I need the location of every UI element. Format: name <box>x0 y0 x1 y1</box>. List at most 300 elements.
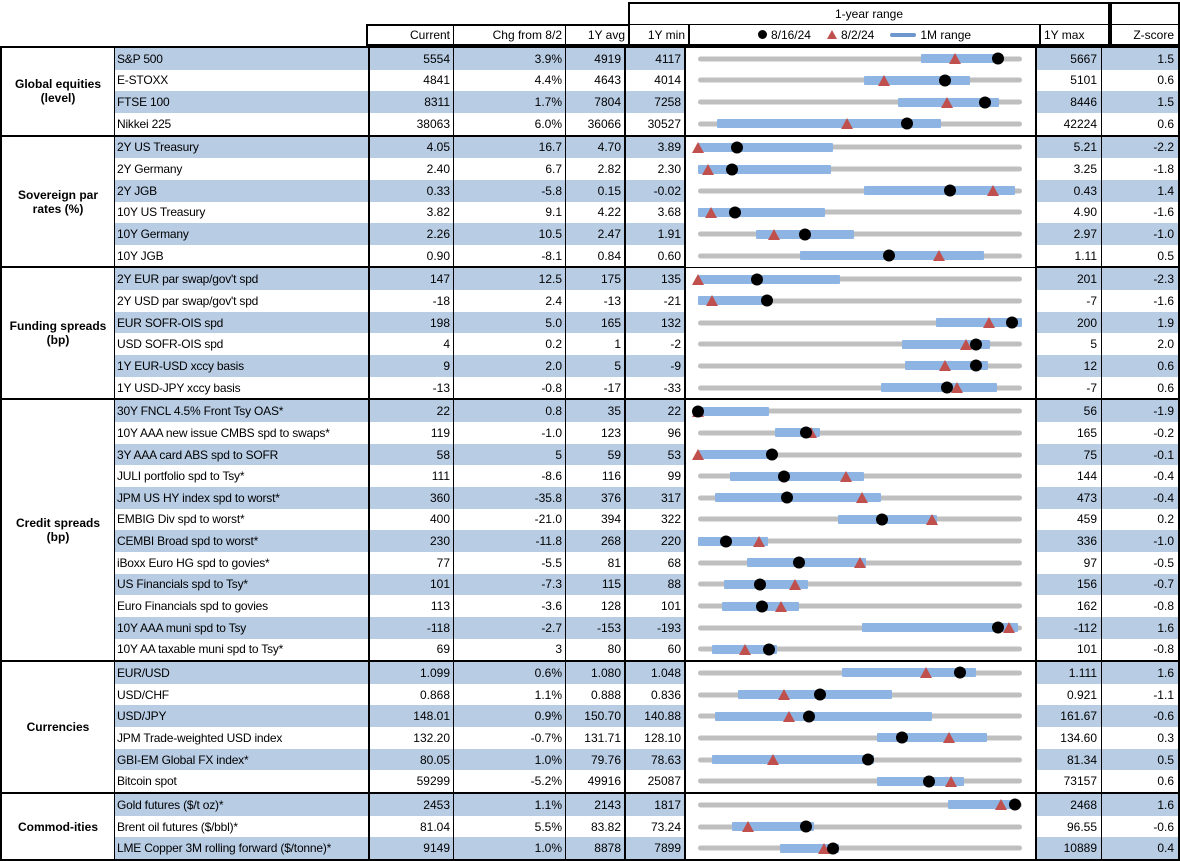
row-current-value: 111 <box>370 465 454 487</box>
group-rows <box>115 794 1178 859</box>
row-chg-value: 6.7 <box>454 158 566 180</box>
row-1y-max-value: 336 <box>1037 530 1102 552</box>
row-1y-max-value: 81.34 <box>1037 749 1102 771</box>
row-1y-max-value: 56 <box>1037 400 1102 422</box>
year-range-track <box>698 846 1022 851</box>
range-chart-cell <box>686 639 1037 661</box>
row-1y-min-value: 68 <box>626 552 686 574</box>
row-1y-max-value: 165 <box>1037 422 1102 444</box>
table-row <box>115 223 1178 245</box>
row-1y-max-value: -7 <box>1037 377 1102 399</box>
row-1y-max-value: 473 <box>1037 487 1102 509</box>
row-1y-avg-value: 79.76 <box>566 749 626 771</box>
row-name: Euro Financials spd to govies <box>115 595 370 617</box>
row-current-value: 2453 <box>370 794 454 816</box>
table-row <box>115 268 1178 290</box>
row-current-value: 8311 <box>370 91 454 113</box>
range-chart-cell <box>686 377 1037 399</box>
year-range-track <box>698 735 1022 740</box>
row-1y-min-value: 101 <box>626 595 686 617</box>
row-chg-value: 3 <box>454 639 566 661</box>
range-chart-cell <box>686 202 1037 224</box>
row-current-value: 0.33 <box>370 180 454 202</box>
aug16-dot-marker <box>923 775 935 787</box>
year-range-track <box>698 670 1022 675</box>
row-chg-value: -3.6 <box>454 595 566 617</box>
table-row <box>115 465 1178 487</box>
row-1y-avg-value: 131.71 <box>566 727 626 749</box>
row-name: 2Y Germany <box>115 158 370 180</box>
row-zscore-value: -0.2 <box>1153 425 1174 440</box>
aug2-triangle-marker <box>706 295 718 306</box>
row-chg-value: 3.9% <box>454 48 566 70</box>
month-range-bar <box>712 755 873 764</box>
month-range-bar <box>881 383 997 392</box>
year-range-track <box>698 78 1022 83</box>
row-1y-max-value: 134.60 <box>1037 727 1102 749</box>
aug2-triangle-marker <box>841 118 853 129</box>
table-row <box>115 705 1178 727</box>
row-1y-avg-value: 81 <box>566 552 626 574</box>
row-zscore-value: 0.5 <box>1102 749 1178 771</box>
table-row <box>115 180 1178 202</box>
aug2-triangle-marker <box>941 97 953 108</box>
group-rows <box>115 268 1178 398</box>
row-name: E-STOXX <box>115 70 370 92</box>
row-chg-value: 16.7 <box>454 137 566 159</box>
table-row <box>115 487 1178 509</box>
table-row <box>115 595 1178 617</box>
row-zscore-value: 0.6 <box>1157 380 1174 395</box>
row-zscore-value: -0.7 <box>1102 574 1178 596</box>
aug16-dot-marker <box>992 53 1004 65</box>
row-name: EUR/USD <box>115 662 370 684</box>
row-chg-value: 5 <box>454 444 566 466</box>
year-range-track <box>698 232 1022 237</box>
row-chg-value: 4.4% <box>454 70 566 92</box>
range-chart-cell <box>686 180 1037 202</box>
month-range-bar <box>747 558 865 567</box>
row-zscore-value: 1.9 <box>1102 312 1178 334</box>
year-range-track <box>698 560 1022 565</box>
row-zscore-value: -0.4 <box>1102 487 1178 509</box>
row-current-value: 69 <box>370 639 454 661</box>
row-zscore-value: -1.0 <box>1102 223 1178 245</box>
row-1y-avg-value: 1 <box>566 333 626 355</box>
row-1y-avg-value: 376 <box>566 487 626 509</box>
row-1y-max-value: 201 <box>1037 268 1102 290</box>
row-zscore-value: -1.8 <box>1153 162 1174 177</box>
group-rows <box>115 400 1178 660</box>
aug16-dot-marker <box>800 821 812 833</box>
range-title: 1-year range <box>630 4 1108 25</box>
year-range-track <box>698 253 1022 258</box>
table-row <box>115 639 1178 661</box>
row-chg-value: -7.3 <box>454 574 566 596</box>
aug16-dot-marker <box>883 250 895 262</box>
row-1y-max-value: 1.111 <box>1037 662 1102 684</box>
row-zscore-value: 0.3 <box>1157 730 1174 745</box>
row-current-value: 4841 <box>370 70 454 92</box>
table-row <box>115 617 1178 639</box>
row-chg-value: 9.1 <box>454 202 566 224</box>
aug16-dot-marker <box>726 163 738 175</box>
row-name: GBI-EM Global FX index* <box>115 749 370 771</box>
range-chart-cell <box>686 684 1037 706</box>
row-1y-avg-value: 4919 <box>566 48 626 70</box>
range-chart-cell <box>686 530 1037 552</box>
row-chg-value: 1.1% <box>454 794 566 816</box>
row-1y-avg-value: 123 <box>566 422 626 444</box>
row-name: USD/CHF <box>115 684 370 706</box>
row-name: USD SOFR-OIS spd <box>115 333 370 355</box>
year-range-track <box>698 604 1022 609</box>
range-chart-cell <box>686 816 1037 838</box>
legend-item-bar <box>890 28 971 42</box>
row-1y-avg-value: 59 <box>566 444 626 466</box>
row-name: 2Y USD par swap/gov't spd <box>115 290 370 312</box>
aug2-triangle-marker <box>995 799 1007 810</box>
aug16-dot-marker <box>751 273 763 285</box>
row-name: FTSE 100 <box>115 91 370 113</box>
row-chg-value: -35.8 <box>454 487 566 509</box>
row-current-value: 113 <box>370 595 454 617</box>
table-row <box>115 574 1178 596</box>
range-chart-cell <box>686 48 1037 70</box>
row-1y-min-value: 96 <box>626 422 686 444</box>
row-1y-min-value: 4014 <box>626 70 686 92</box>
table-row <box>115 684 1178 706</box>
aug16-dot-marker <box>939 74 951 86</box>
category-label: Funding spreads (bp) <box>2 268 115 398</box>
group-rows <box>115 662 1178 792</box>
row-current-value: 59299 <box>370 770 454 792</box>
range-chart-cell <box>686 595 1037 617</box>
range-chart-cell <box>686 662 1037 684</box>
aug16-dot-marker <box>1006 317 1018 329</box>
row-1y-max-value: -112 <box>1037 617 1102 639</box>
chart-legend <box>690 25 1041 44</box>
row-zscore-value: -0.4 <box>1153 469 1174 484</box>
range-chart-cell <box>686 837 1037 859</box>
row-1y-min-value: 1.048 <box>626 662 686 684</box>
row-1y-min-value: -21 <box>626 290 686 312</box>
category-group <box>2 792 1178 859</box>
stats-header <box>366 24 630 46</box>
row-name: JPM US HY index spd to worst* <box>115 487 370 509</box>
row-current-value: 132.20 <box>370 727 454 749</box>
legend-item-dot <box>758 28 811 42</box>
year-range-track <box>698 430 1022 435</box>
range-chart-cell <box>686 574 1037 596</box>
row-name: 3Y AAA card ABS spd to SOFR <box>115 444 370 466</box>
row-name: 2Y JGB <box>115 180 370 202</box>
table-row <box>115 749 1178 771</box>
column-header-zscore: Z-score <box>1133 27 1174 42</box>
row-chg-value: 0.2 <box>454 333 566 355</box>
row-chg-value: 0.9% <box>454 705 566 727</box>
zscore-header <box>1110 2 1180 46</box>
month-range-bar <box>715 712 932 721</box>
aug16-dot-marker <box>944 185 956 197</box>
row-1y-min-value: 53 <box>626 444 686 466</box>
year-range-track <box>698 692 1022 697</box>
row-1y-avg-value: 165 <box>566 312 626 334</box>
range-chart-cell <box>686 509 1037 531</box>
row-1y-max-value: 4.90 <box>1037 202 1102 224</box>
year-range-track <box>698 210 1022 215</box>
row-1y-min-value: 1817 <box>626 794 686 816</box>
row-zscore-value: 1.5 <box>1102 91 1178 113</box>
table-row <box>115 662 1178 684</box>
year-range-track <box>698 298 1022 303</box>
row-name: Brent oil futures ($/bbl)* <box>115 816 370 838</box>
range-chart-cell <box>686 245 1037 267</box>
range-chart-cell <box>686 727 1037 749</box>
row-name: 10Y Germany <box>115 223 370 245</box>
table-row <box>115 70 1178 92</box>
row-1y-max-value: 161.67 <box>1037 705 1102 727</box>
row-1y-min-value: 0.60 <box>626 245 686 267</box>
aug2-triangle-marker <box>753 536 765 547</box>
row-1y-avg-value: 0.15 <box>566 180 626 202</box>
zscore-header-spacer <box>1112 4 1178 25</box>
table-row <box>115 377 1178 399</box>
range-chart-cell <box>686 444 1037 466</box>
table-row <box>115 290 1178 312</box>
row-1y-max-value: 10889 <box>1037 837 1102 859</box>
table-row <box>115 400 1178 422</box>
year-range-track <box>698 779 1022 784</box>
month-range-bar <box>698 143 833 152</box>
row-1y-avg-value: 2143 <box>566 794 626 816</box>
year-range-track <box>698 342 1022 347</box>
table-row <box>115 816 1178 838</box>
year-range-track <box>698 145 1022 150</box>
year-range-track <box>698 100 1022 105</box>
aug2-triangle-marker <box>945 776 957 787</box>
row-name: 10Y AAA new issue CMBS spd to swaps* <box>115 422 370 444</box>
category-group <box>2 48 1178 135</box>
row-1y-min-value: -33 <box>626 377 686 399</box>
range-chart-cell <box>686 91 1037 113</box>
legend-dot-label: 8/16/24 <box>770 27 811 42</box>
row-1y-min-value: -193 <box>626 617 686 639</box>
row-1y-max-value: 96.55 <box>1037 816 1102 838</box>
row-1y-min-value: 3.68 <box>626 202 686 224</box>
category-label: Currencies <box>2 662 115 792</box>
aug16-dot-marker <box>827 842 839 854</box>
row-1y-min-value: -0.02 <box>626 180 686 202</box>
row-1y-min-value: 25087 <box>626 770 686 792</box>
row-1y-avg-value: 0.84 <box>566 245 626 267</box>
row-current-value: 101 <box>370 574 454 596</box>
aug2-triangle-marker <box>692 142 704 153</box>
table-row <box>115 113 1178 135</box>
row-zscore-value: -0.1 <box>1102 444 1178 466</box>
row-1y-max-value: -7 <box>1037 290 1102 312</box>
row-1y-max-value: 459 <box>1037 509 1102 531</box>
row-chg-value: 1.7% <box>454 91 566 113</box>
row-1y-avg-value: 2.47 <box>566 223 626 245</box>
row-1y-avg-value: 5 <box>566 355 626 377</box>
row-1y-min-value: -2 <box>626 333 686 355</box>
aug2-triangle-marker <box>854 557 866 568</box>
row-current-value: 38063 <box>370 113 454 135</box>
aug2-triangle-marker <box>1003 622 1015 633</box>
table-row <box>115 48 1178 70</box>
row-current-value: 22 <box>370 400 454 422</box>
row-chg-value: -2.7 <box>454 617 566 639</box>
row-1y-max-value: 3.25 <box>1037 158 1102 180</box>
table-row <box>115 202 1178 224</box>
row-current-value: 5554 <box>370 48 454 70</box>
row-1y-max-value: 5 <box>1037 333 1102 355</box>
year-range-track <box>698 277 1022 282</box>
table-row <box>115 727 1178 749</box>
table-row <box>115 91 1178 113</box>
column-header-current: Current <box>368 26 454 44</box>
row-1y-max-value: 1.11 <box>1037 245 1102 267</box>
row-chg-value: -0.8 <box>454 377 566 399</box>
row-zscore-value: -1.0 <box>1102 530 1178 552</box>
row-1y-avg-value: 175 <box>566 268 626 290</box>
range-header <box>628 2 1110 46</box>
row-zscore-value: -0.8 <box>1153 642 1174 657</box>
row-1y-avg-value: 4.70 <box>566 137 626 159</box>
row-1y-avg-value: 83.82 <box>566 816 626 838</box>
row-zscore-value: 0.5 <box>1157 248 1174 263</box>
category-group <box>2 398 1178 660</box>
aug16-dot-marker <box>954 667 966 679</box>
range-chart-cell <box>686 355 1037 377</box>
row-1y-avg-value: -153 <box>566 617 626 639</box>
aug2-triangle-marker <box>705 207 717 218</box>
category-label: Sovereign par rates (%) <box>2 137 115 267</box>
row-zscore-value: 2.0 <box>1157 337 1174 352</box>
row-1y-avg-value: 36066 <box>566 113 626 135</box>
aug2-triangle-marker <box>739 644 751 655</box>
range-chart-cell <box>686 70 1037 92</box>
year-range-track <box>698 539 1022 544</box>
table-row <box>115 333 1178 355</box>
range-chart-cell <box>686 552 1037 574</box>
aug16-dot-marker <box>781 492 793 504</box>
row-current-value: 147 <box>370 268 454 290</box>
row-current-value: 4 <box>370 333 454 355</box>
aug2-triangle-marker <box>742 821 754 832</box>
year-range-track <box>698 409 1022 414</box>
year-range-track <box>698 385 1022 390</box>
row-1y-min-value: 220 <box>626 530 686 552</box>
row-zscore-value: 1.4 <box>1102 180 1178 202</box>
row-current-value: 148.01 <box>370 705 454 727</box>
row-name: 10Y AAA muni spd to Tsy <box>115 617 370 639</box>
aug16-dot-marker <box>778 470 790 482</box>
table-row <box>115 245 1178 267</box>
row-zscore-value: -1.6 <box>1153 205 1174 220</box>
aug16-dot-marker <box>692 405 704 417</box>
category-group <box>2 660 1178 792</box>
aug16-dot-marker <box>876 513 888 525</box>
table-row <box>115 312 1178 334</box>
aug16-dot-marker <box>992 622 1004 634</box>
row-chg-value: 5.0 <box>454 312 566 334</box>
aug16-dot-marker <box>799 228 811 240</box>
row-zscore-value: -0.6 <box>1153 819 1174 834</box>
row-1y-max-value: 156 <box>1037 574 1102 596</box>
row-1y-avg-value: 268 <box>566 530 626 552</box>
row-1y-min-value: 7258 <box>626 91 686 113</box>
row-name: Bitcoin spot <box>115 770 370 792</box>
month-range-bar <box>698 407 769 416</box>
row-chg-value: 0.8 <box>454 400 566 422</box>
category-label: Global equities (level) <box>2 48 115 135</box>
row-name: 2Y EUR par swap/gov't spd <box>115 268 370 290</box>
range-chart-cell <box>686 487 1037 509</box>
range-chart-cell <box>686 223 1037 245</box>
row-chg-value: -8.6 <box>454 465 566 487</box>
row-name: CEMBI Broad spd to worst* <box>115 530 370 552</box>
row-current-value: 230 <box>370 530 454 552</box>
aug2-triangle-marker <box>926 514 938 525</box>
row-1y-avg-value: 0.888 <box>566 684 626 706</box>
group-rows <box>115 48 1178 135</box>
row-current-value: 0.90 <box>370 245 454 267</box>
row-1y-min-value: 73.24 <box>626 816 686 838</box>
row-chg-value: 5.5% <box>454 816 566 838</box>
row-zscore-value: -2.2 <box>1102 137 1178 159</box>
year-range-track <box>698 363 1022 368</box>
row-name: 10Y JGB <box>115 245 370 267</box>
row-1y-max-value: 101 <box>1037 639 1102 661</box>
row-name: US Financials spd to Tsy* <box>115 574 370 596</box>
row-current-value: 360 <box>370 487 454 509</box>
aug16-dot-marker <box>756 600 768 612</box>
dot-marker-icon <box>758 30 767 39</box>
row-1y-avg-value: 115 <box>566 574 626 596</box>
year-range-track <box>698 517 1022 522</box>
row-1y-min-value: 317 <box>626 487 686 509</box>
table-row <box>115 509 1178 531</box>
row-chg-value: 10.5 <box>454 223 566 245</box>
row-1y-min-value: 4117 <box>626 48 686 70</box>
row-zscore-value: 0.6 <box>1157 774 1174 789</box>
row-name: S&P 500 <box>115 48 370 70</box>
row-current-value: -18 <box>370 290 454 312</box>
table-row <box>115 552 1178 574</box>
row-zscore-value: -1.9 <box>1102 400 1178 422</box>
aug2-triangle-marker <box>692 274 704 285</box>
year-range-track <box>698 495 1022 500</box>
aug16-dot-marker <box>970 360 982 372</box>
aug16-dot-marker <box>720 535 732 547</box>
aug2-triangle-marker <box>789 579 801 590</box>
table-row <box>115 530 1178 552</box>
range-chart-cell <box>686 312 1037 334</box>
row-current-value: 9149 <box>370 837 454 859</box>
row-name: Gold futures ($/t oz)* <box>115 794 370 816</box>
row-1y-min-value: 0.836 <box>626 684 686 706</box>
row-chg-value: 2.4 <box>454 290 566 312</box>
year-range-track <box>698 802 1022 807</box>
year-range-track <box>698 582 1022 587</box>
row-zscore-value: 1.6 <box>1102 794 1178 816</box>
row-name: 1Y USD-JPY xccy basis <box>115 377 370 399</box>
aug2-triangle-marker <box>856 492 868 503</box>
year-range-track <box>698 474 1022 479</box>
row-1y-min-value: 2.30 <box>626 158 686 180</box>
